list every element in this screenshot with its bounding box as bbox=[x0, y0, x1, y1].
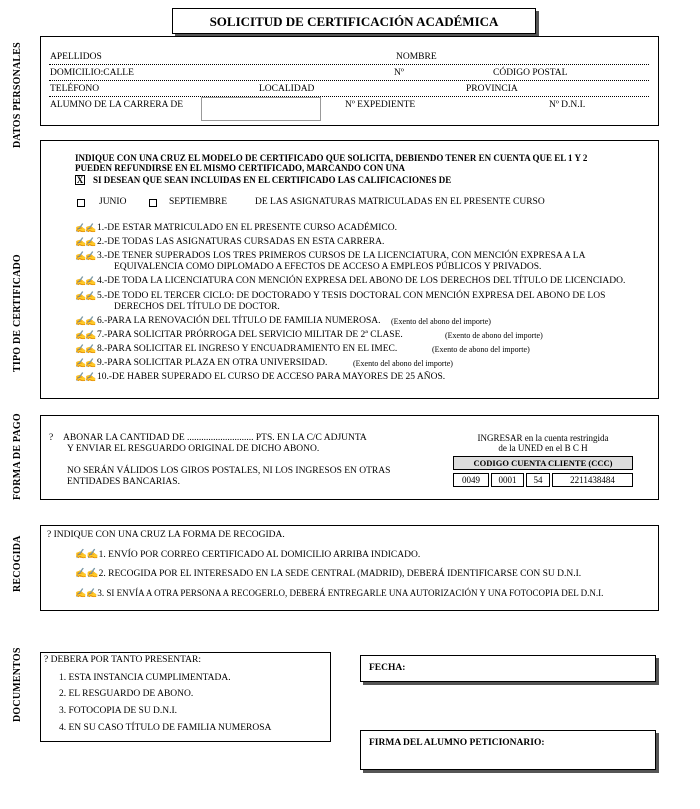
recogida-header: ? INDIQUE CON UNA CRUZ LA FORMA DE RECOGIDA. bbox=[47, 530, 285, 540]
forma-pago-box bbox=[40, 415, 659, 500]
ingresar-line-1: INGRESAR en la cuenta restringida bbox=[477, 433, 609, 443]
section-label-pago: FORMA DE PAGO bbox=[12, 413, 23, 500]
item-9-bullet[interactable]: ✍✍ bbox=[75, 358, 96, 368]
section-label-tipo: TIPO DE CERTIFICADO bbox=[12, 254, 23, 372]
fecha-box[interactable] bbox=[360, 655, 656, 682]
item-9-note: (Exento del abono del importe) bbox=[353, 359, 453, 368]
apellidos-label: APELLIDOS bbox=[50, 52, 102, 62]
item-7-bullet[interactable]: ✍✍ bbox=[75, 330, 96, 340]
ingresar-line-2: de la UNED en el B C H bbox=[498, 443, 588, 453]
section-label-documentos: DOCUMENTOS bbox=[12, 647, 23, 722]
tipo-certificado-box bbox=[40, 140, 659, 399]
documento-item-3: 3. FOTOCOPIA DE SU D.N.I. bbox=[59, 706, 178, 716]
asignaturas-label: DE LAS ASIGNATURAS MATRICULADAS EN EL PRESENTE CURSO bbox=[255, 197, 545, 207]
apellidos-line[interactable] bbox=[49, 64, 649, 65]
dni-label: Nº D.N.I. bbox=[549, 100, 586, 110]
domicilio-line[interactable] bbox=[49, 80, 649, 81]
fecha-label: FECHA: bbox=[369, 663, 406, 673]
localidad-label: LOCALIDAD bbox=[259, 84, 315, 94]
firma-box[interactable] bbox=[360, 730, 656, 770]
page-title: SOLICITUD DE CERTIFICACIÓN ACADÉMICA bbox=[209, 14, 499, 29]
item-8-note: (Exento de abono del importe) bbox=[432, 345, 530, 354]
ccc-entidad: 0049 bbox=[453, 473, 489, 487]
section-label-datos: DATOS PERSONALES bbox=[12, 42, 23, 148]
item-8-text: 8.-PARA SOLICITAR EL INGRESO Y ENCUADRAMIENTO EN EL IMEC. bbox=[97, 344, 398, 354]
ccc-header: CODIGO CUENTA CLIENTE (CCC) bbox=[453, 456, 633, 470]
item-10-bullet[interactable]: ✍✍ bbox=[75, 372, 96, 382]
item-8-bullet[interactable]: ✍✍ bbox=[75, 344, 96, 354]
item-1-text: 1.-DE ESTAR MATRICULADO EN EL PRESENTE CURSO ACADÉMICO. bbox=[97, 223, 397, 233]
tipo-instr-1: INDIQUE CON UNA CRUZ EL MODELO DE CERTIFICADO QUE SOLICITA, DEBIENDO TENER EN CUENTA QUE EL 1 Y 2 bbox=[75, 153, 588, 163]
item-6-note: (Exento del abono del importe) bbox=[391, 317, 491, 326]
item-2-text: 2.-DE TODAS LAS ASIGNATURAS CURSADAS EN ESTA CARRERA. bbox=[97, 237, 385, 247]
recogida-box bbox=[40, 525, 659, 611]
pago-line-3: NO SERÁN VÁLIDOS LOS GIROS POSTALES, NI LOS INGRESOS EN OTRAS bbox=[67, 466, 391, 476]
item-3-bullet[interactable]: ✍✍ bbox=[75, 251, 96, 261]
recogida-option-1[interactable]: ✍✍1. ENVÍO POR CORREO CERTIFICADO AL DOMICILIO ARRIBA INDICADO. bbox=[75, 550, 421, 560]
carrera-field[interactable] bbox=[201, 97, 321, 121]
item-9-text: 9.-PARA SOLICITAR PLAZA EN OTRA UNIVERSIDAD. bbox=[97, 358, 328, 368]
tipo-instr-3: SI DESEAN QUE SEAN INCLUIDAS EN EL CERTIFICADO LAS CALIFICACIONES DE bbox=[93, 175, 452, 185]
item-10-text: 10.-DE HABER SUPERADO EL CURSO DE ACCESO PARA MAYORES DE 25 AÑOS. bbox=[97, 372, 446, 382]
datos-personales-box bbox=[40, 36, 659, 126]
alumno-label: ALUMNO DE LA CARRERA DE bbox=[50, 100, 184, 110]
documentos-header: ? DEBERA POR TANTO PRESENTAR: bbox=[44, 655, 202, 665]
item-4-bullet[interactable]: ✍✍ bbox=[75, 276, 96, 286]
telefono-label: TELÉFONO bbox=[50, 84, 100, 94]
pago-line-2: Y ENVIAR EL RESGUARDO ORIGINAL DE DICHO ABONO. bbox=[67, 444, 320, 454]
pago-line-4: ENTIDADES BANCARIAS. bbox=[67, 477, 180, 487]
codigo-postal-label: CÓDIGO POSTAL bbox=[493, 68, 568, 78]
item-4-text: 4.-DE TODA LA LICENCIATURA CON MENCIÓN EXPRESA DEL ABONO DE LOS DERECHOS DEL TÍTULO DE LICENCIADO. bbox=[97, 276, 626, 286]
item-6-text: 6.-PARA LA RENOVACIÓN DEL TÍTULO DE FAMILIA NUMEROSA. bbox=[97, 316, 381, 326]
ccc-dc: 54 bbox=[526, 473, 550, 487]
section-label-recogida: RECOGIDA bbox=[12, 535, 23, 592]
septiembre-label: SEPTIEMBRE bbox=[169, 197, 228, 207]
recogida-option-3[interactable]: ✍✍3. SI ENVÍA A OTRA PERSONA A RECOGERLO, DEBERÁ ENTREGARLE UNA AUTORIZACIÓN Y UNA FOTOCOPIA DEL D.N.I. bbox=[75, 588, 604, 598]
domicilio-label: DOMICILIO:CALLE bbox=[50, 68, 134, 78]
septiembre-checkbox[interactable] bbox=[149, 199, 157, 207]
documento-item-4: 4. EN SU CASO TÍTULO DE FAMILIA NUMEROSA bbox=[59, 723, 272, 733]
title-box bbox=[172, 8, 536, 34]
pago-line-1: ABONAR LA CANTIDAD DE ............................ PTS. EN LA C/C ADJUNTA bbox=[63, 433, 367, 443]
item-5-bullet[interactable]: ✍✍ bbox=[75, 291, 96, 301]
numero-label: Nº bbox=[394, 68, 404, 78]
expediente-label: Nº EXPEDIENTE bbox=[345, 100, 416, 110]
provincia-label: PROVINCIA bbox=[466, 84, 518, 94]
nombre-label: NOMBRE bbox=[396, 52, 437, 62]
item-2-bullet[interactable]: ✍✍ bbox=[75, 237, 96, 247]
junio-label: JUNIO bbox=[99, 197, 127, 207]
junio-checkbox[interactable] bbox=[77, 199, 85, 207]
item-3-text: 3.-DE TENER SUPERADOS LOS TRES PRIMEROS CURSOS DE LA LICENCIATURA, CON MENCIÓN EXPRESA A LA bbox=[97, 251, 586, 261]
item-1-bullet[interactable]: ✍✍ bbox=[75, 223, 96, 233]
item-7-note: (Exento de abono del importe) bbox=[445, 331, 543, 340]
tipo-instr-2: PUEDEN REFUNDIRSE EN EL MISMO CERTIFICADO, MARCANDO CON UNA bbox=[75, 163, 405, 173]
item-5-text-cont: DERECHOS DEL TÍTULO DE DOCTOR. bbox=[114, 302, 280, 312]
firma-label: FIRMA DEL ALUMNO PETICIONARIO: bbox=[369, 738, 545, 748]
merge-checkbox[interactable]: X bbox=[76, 175, 84, 185]
telefono-line[interactable] bbox=[49, 96, 649, 97]
ccc-cuenta: 2211438484 bbox=[552, 473, 633, 487]
pago-question: ? bbox=[49, 433, 54, 443]
ccc-oficina: 0001 bbox=[491, 473, 524, 487]
recogida-option-2[interactable]: ✍✍2. RECOGIDA POR EL INTERESADO EN LA SEDE CENTRAL (MADRID), DEBERÁ IDENTIFICARSE CON SU D.N.I. bbox=[75, 569, 582, 579]
item-7-text: 7.-PARA SOLICITAR PRÓRROGA DEL SERVICIO MILITAR DE 2ª CLASE. bbox=[97, 330, 403, 340]
item-5-text: 5.-DE TODO EL TERCER CICLO: DE DOCTORADO Y TESIS DOCTORAL CON MENCIÓN EXPRESA DEL ABONO DE LOS bbox=[97, 291, 606, 301]
item-6-bullet[interactable]: ✍✍ bbox=[75, 316, 96, 326]
documento-item-1: 1. ESTA INSTANCIA CUMPLIMENTADA. bbox=[59, 673, 231, 683]
documento-item-2: 2. EL RESGUARDO DE ABONO. bbox=[59, 689, 194, 699]
documentos-box bbox=[40, 652, 331, 742]
item-3-text-cont: EQUIVALENCIA COMO DIPLOMADO A EFECTOS DE ACCESO A EMPLEOS PÚBLICOS Y PRIVADOS. bbox=[114, 262, 542, 272]
